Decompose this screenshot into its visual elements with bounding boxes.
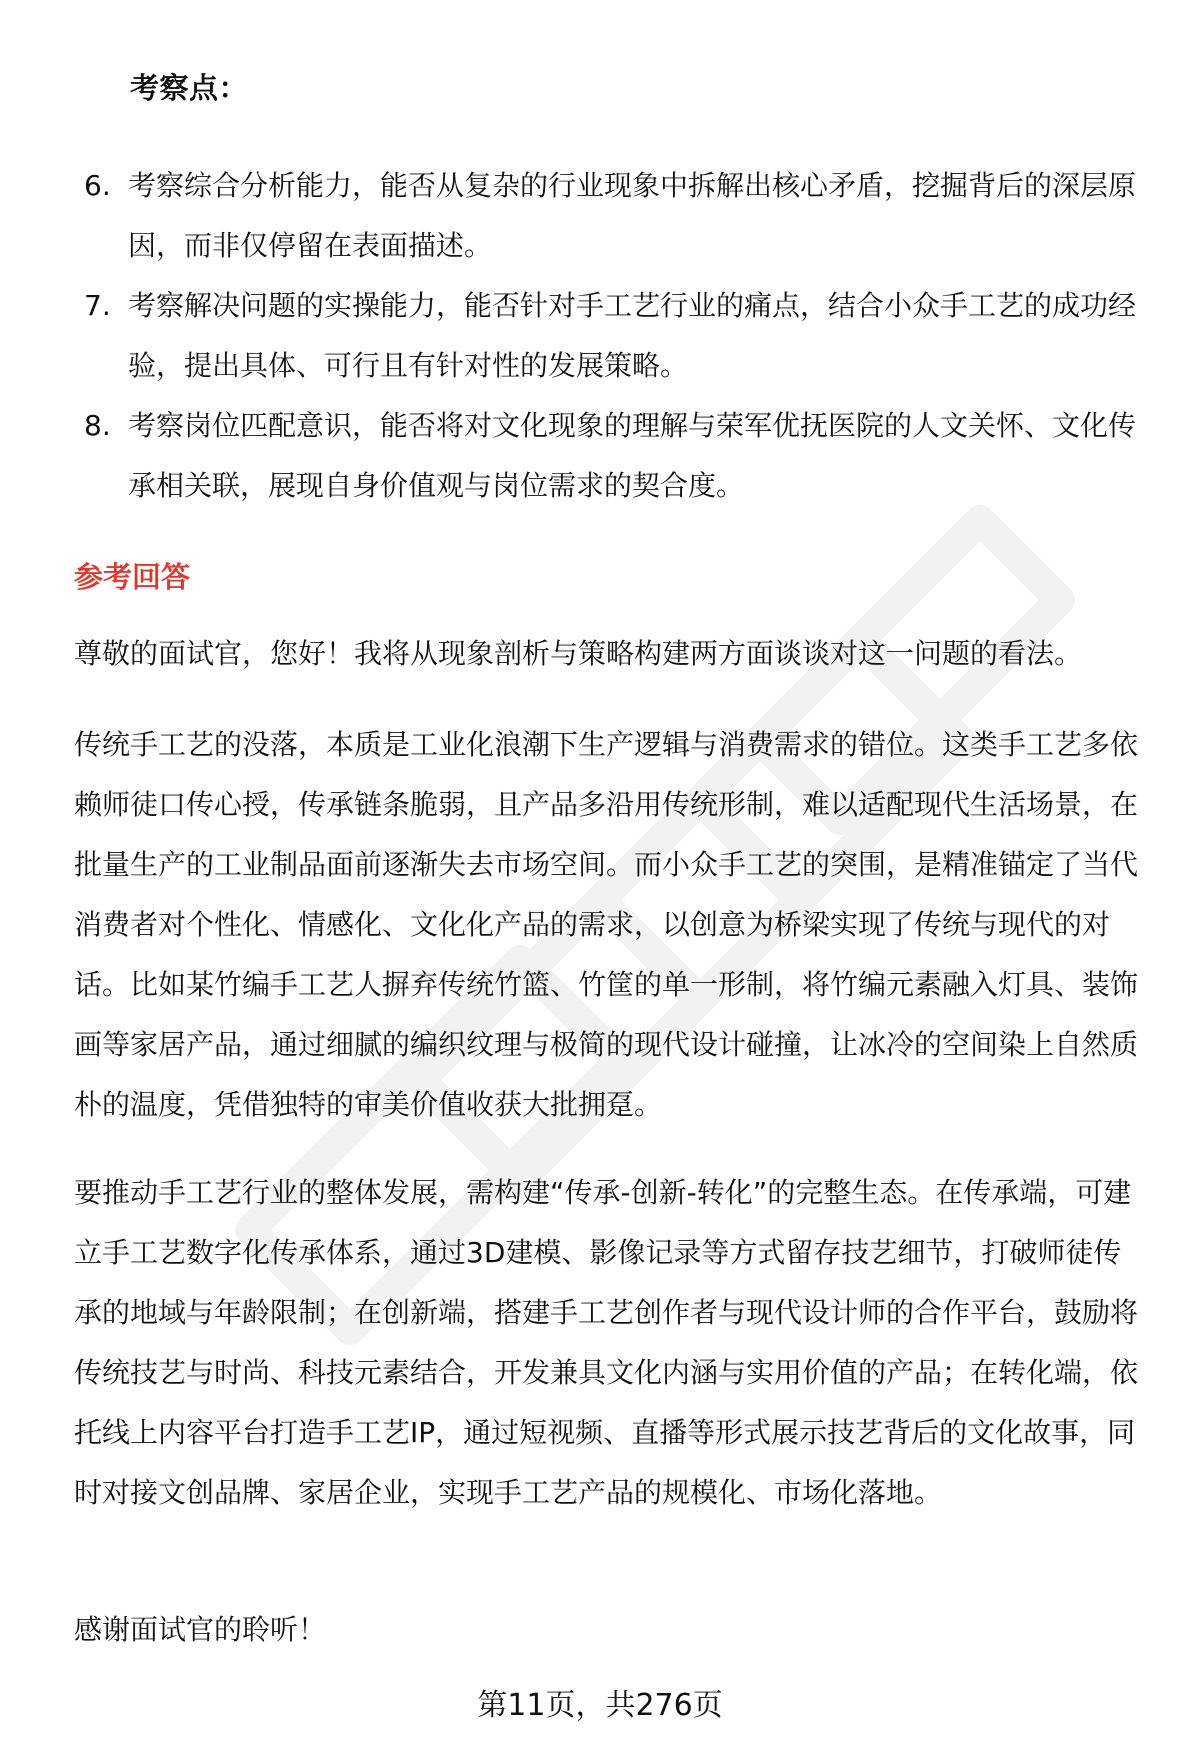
checkpoint-item xyxy=(78,156,1148,276)
checkpoints-heading: 考察点： xyxy=(130,71,249,105)
answer-greeting: 尊敬的面试官，您好！我将从现象剖析与策略构建两方面谈谈对这一问题的看法。 xyxy=(74,637,1083,670)
checkpoint-text: 考察综合分析能力，能否从复杂的行业现象中拆解出核心矛盾，挖掘背后的深层原因，而非仅停留在表面描述。 xyxy=(128,169,1137,262)
answer-closing: 感谢面试官的聆听！ xyxy=(74,1613,327,1646)
checkpoint-number: 6. xyxy=(84,169,111,202)
checkpoint-item xyxy=(78,276,1148,396)
checkpoint-number: 7. xyxy=(84,289,111,322)
page-number-footer: 第11页，共276页 xyxy=(477,1688,723,1723)
answer-paragraph-strategy: 要推动手工艺行业的整体发展，需构建“传承-创新-转化”的完整生态。在传承端，可建立手工艺数字化传承体系，通过3D建模、影像记录等方式留存技艺细节，打破师徒传承的地域与年龄限制；在创新端，搭建手工艺创作者与现代设计师的合作平台，鼓励将传统技艺与时尚、科技元素结合，开发兼具文化内涵与实用价值的产品；在转化端，依托线上内容平台打造手工艺IP，通过短视频、直播等形式展示技艺背后的文化故事，同时对接文创品牌、家居企业，实现手工艺产品的规模化、市场化落地。 xyxy=(74,1176,1139,1509)
checkpoints-list xyxy=(78,156,1148,516)
checkpoint-text: 考察解决问题的实操能力，能否针对手工艺行业的痛点，结合小众手工艺的成功经验，提出具体、可行且有针对性的发展策略。 xyxy=(128,289,1137,382)
answer-paragraph-analysis: 传统手工艺的没落，本质是工业化浪潮下生产逻辑与消费需求的错位。这类手工艺多依赖师徒口传心授，传承链条脆弱，且产品多沿用传统形制，难以适配现代生活场景，在批量生产的工业制品面前逐渐失去市场空间。而小众手工艺的突围，是精准锚定了当代消费者对个性化、情感化、文化化产品的需求，以创意为桥梁实现了传统与现代的对话。比如某竹编手工艺人摒弃传统竹篮、竹筐的单一形制，将竹编元素融入灯具、装饰画等家居产品，通过细腻的编织纹理与极简的现代设计碰撞，让冰冷的空间染上自然质朴的温度，凭借独特的审美价值收获大批拥趸。 xyxy=(74,728,1139,1121)
reference-answer-title: 参考回答 xyxy=(74,560,191,594)
checkpoint-text: 考察岗位匹配意识，能否将对文化现象的理解与荣军优抚医院的人文关怀、文化传承相关联，展现自身价值观与岗位需求的契合度。 xyxy=(128,409,1137,502)
checkpoint-item xyxy=(78,396,1148,516)
checkpoint-number: 8. xyxy=(84,409,111,442)
